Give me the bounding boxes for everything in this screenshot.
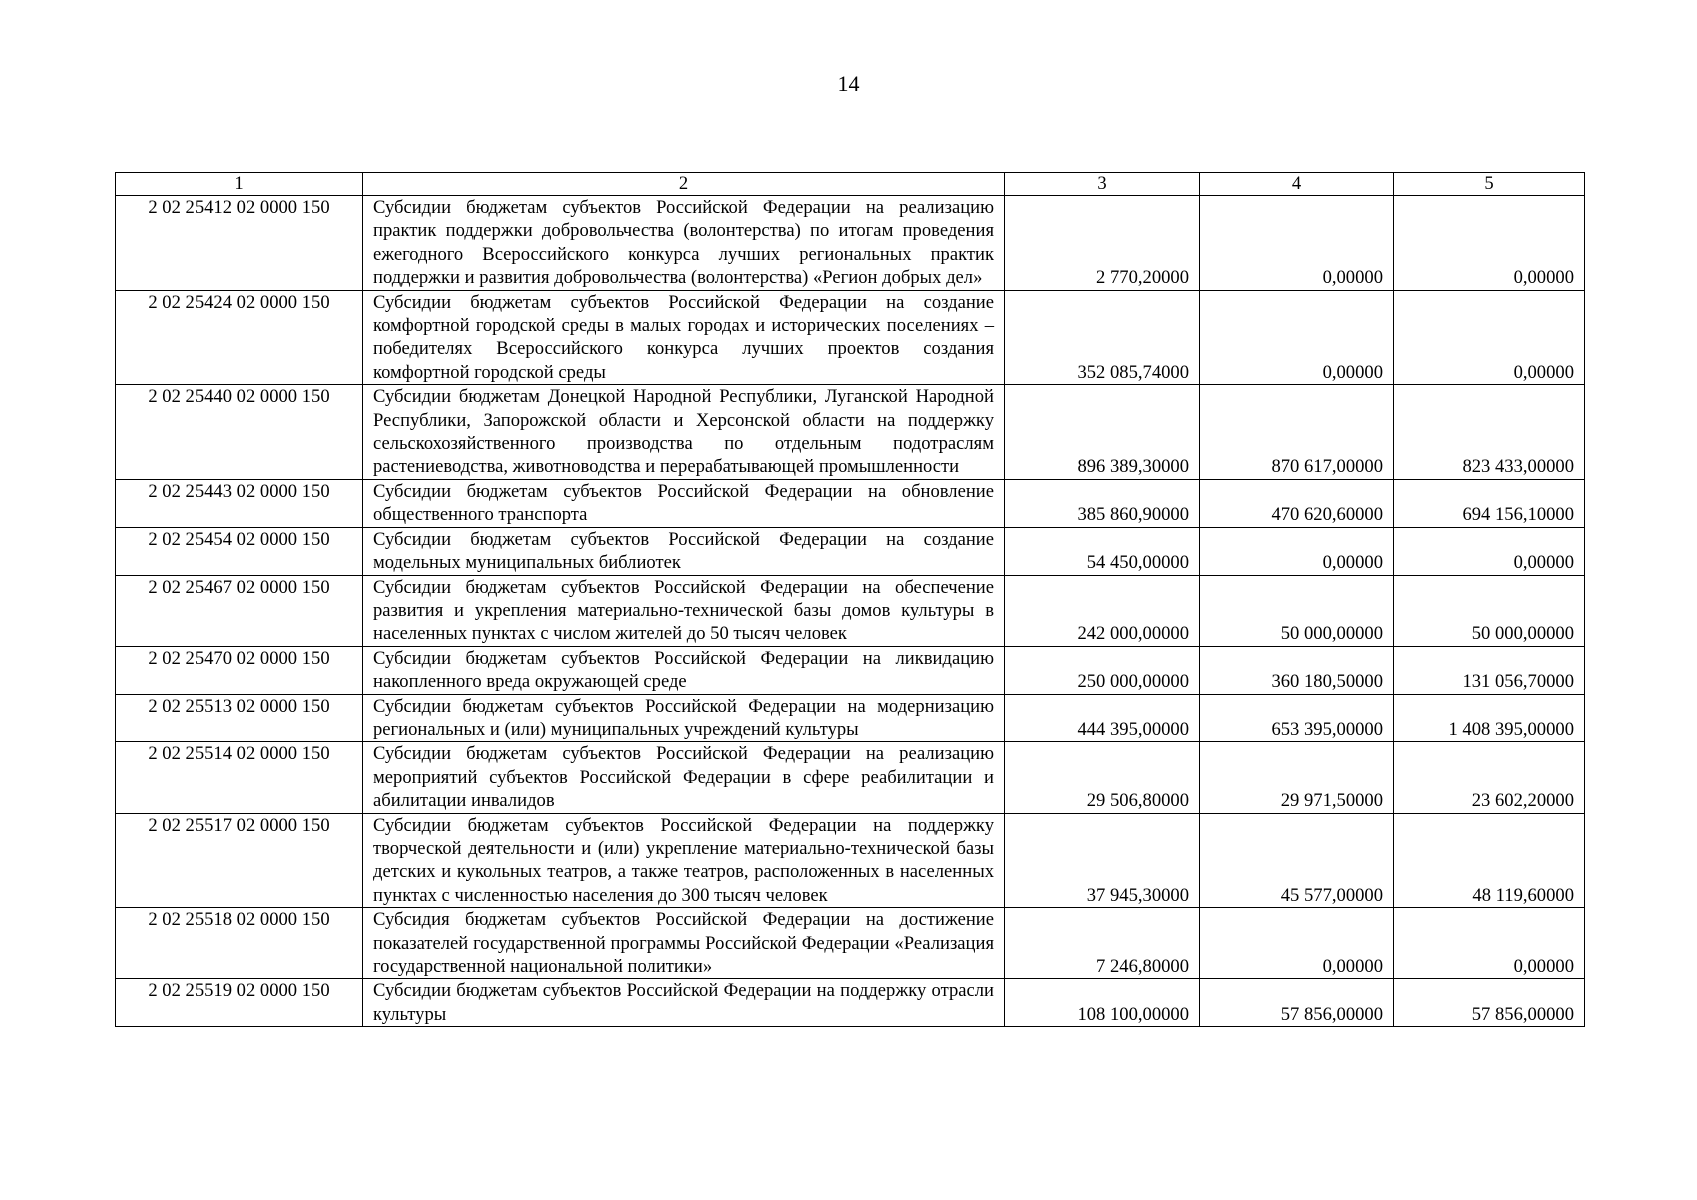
amount-col3: 108 100,00000: [1005, 979, 1200, 1027]
budget-code: 2 02 25513 02 0000 150: [116, 694, 363, 742]
amount-col5: 0,00000: [1394, 908, 1585, 979]
page-number: 14: [837, 71, 860, 96]
amount-col5: 0,00000: [1394, 290, 1585, 385]
table-row: [116, 813, 1585, 908]
budget-table: [115, 172, 1585, 1027]
amount-col4: 0,00000: [1200, 196, 1394, 291]
amount-col3: 444 395,00000: [1005, 694, 1200, 742]
amount-col4: 45 577,00000: [1200, 813, 1394, 908]
amount-col3: 896 389,30000: [1005, 385, 1200, 480]
column-header-1: 1: [116, 173, 363, 196]
table-row: [116, 575, 1585, 646]
table-row: [116, 479, 1585, 527]
amount-col4: 0,00000: [1200, 527, 1394, 575]
amount-col5: 131 056,70000: [1394, 646, 1585, 694]
row-description: Субсидии бюджетам субъектов Российской Федерации на поддержку отрасли культуры: [363, 979, 1005, 1027]
table-row: [116, 290, 1585, 385]
amount-col4: 470 620,60000: [1200, 479, 1394, 527]
amount-col3: 385 860,90000: [1005, 479, 1200, 527]
amount-col4: 0,00000: [1200, 908, 1394, 979]
amount-col4: 57 856,00000: [1200, 979, 1394, 1027]
table-row: [116, 694, 1585, 742]
amount-col5: 1 408 395,00000: [1394, 694, 1585, 742]
budget-code: 2 02 25424 02 0000 150: [116, 290, 363, 385]
amount-col5: 23 602,20000: [1394, 742, 1585, 813]
table-row: [116, 527, 1585, 575]
budget-table-body: [116, 173, 1585, 1027]
row-description: Субсидии бюджетам субъектов Российской Федерации на обеспечение развития и укрепления материально-технической базы домов культуры в населенных пунктах с числом жителей до 50 тысяч человек: [363, 575, 1005, 646]
amount-col4: 50 000,00000: [1200, 575, 1394, 646]
budget-code: 2 02 25514 02 0000 150: [116, 742, 363, 813]
budget-code: 2 02 25440 02 0000 150: [116, 385, 363, 480]
row-description: Субсидии бюджетам субъектов Российской Федерации на создание комфортной городской среды в малых городах и исторических поселениях – победителях Всероссийского конкурса лучших проектов создания комфортной городской среды: [363, 290, 1005, 385]
budget-code: 2 02 25454 02 0000 150: [116, 527, 363, 575]
column-header-3: 3: [1005, 173, 1200, 196]
budget-code: 2 02 25519 02 0000 150: [116, 979, 363, 1027]
table-header-row: [116, 173, 1585, 196]
column-header-4: 4: [1200, 173, 1394, 196]
amount-col3: 37 945,30000: [1005, 813, 1200, 908]
table-row: [116, 196, 1585, 291]
row-description: Субсидии бюджетам субъектов Российской Федерации на реализацию практик поддержки добровольчества (волонтерства) по итогам проведения ежегодного Всероссийского конкурса лучших региональных практик поддержки и развития добровольчества (волонтерства) «Регион добрых дел»: [363, 196, 1005, 291]
amount-col4: 29 971,50000: [1200, 742, 1394, 813]
table-row: [116, 908, 1585, 979]
amount-col3: 352 085,74000: [1005, 290, 1200, 385]
amount-col3: 242 000,00000: [1005, 575, 1200, 646]
amount-col5: 57 856,00000: [1394, 979, 1585, 1027]
table-row: [116, 385, 1585, 480]
budget-code: 2 02 25443 02 0000 150: [116, 479, 363, 527]
amount-col3: 2 770,20000: [1005, 196, 1200, 291]
amount-col5: 48 119,60000: [1394, 813, 1585, 908]
amount-col5: 694 156,10000: [1394, 479, 1585, 527]
budget-code: 2 02 25412 02 0000 150: [116, 196, 363, 291]
amount-col3: 7 246,80000: [1005, 908, 1200, 979]
amount-col4: 0,00000: [1200, 290, 1394, 385]
row-description: Субсидии бюджетам субъектов Российской Федерации на модернизацию региональных и (или) муниципальных учреждений культуры: [363, 694, 1005, 742]
amount-col4: 870 617,00000: [1200, 385, 1394, 480]
amount-col4: 360 180,50000: [1200, 646, 1394, 694]
amount-col5: 0,00000: [1394, 196, 1585, 291]
row-description: Субсидии бюджетам Донецкой Народной Республики, Луганской Народной Республики, Запорожской области и Херсонской области на поддержку сельскохозяйственного производства по отдельным подотраслям растениеводства, животноводства и перерабатывающей промышленности: [363, 385, 1005, 480]
amount-col3: 250 000,00000: [1005, 646, 1200, 694]
amount-col5: 823 433,00000: [1394, 385, 1585, 480]
amount-col4: 653 395,00000: [1200, 694, 1394, 742]
column-header-2: 2: [363, 173, 1005, 196]
amount-col3: 54 450,00000: [1005, 527, 1200, 575]
amount-col5: 50 000,00000: [1394, 575, 1585, 646]
row-description: Субсидии бюджетам субъектов Российской Федерации на поддержку творческой деятельности и (или) укрепление материально-технической базы детских и кукольных театров, а также театров, расположенных в населенных пунктах с численностью населения до 300 тысяч человек: [363, 813, 1005, 908]
table-row: [116, 742, 1585, 813]
row-description: Субсидии бюджетам субъектов Российской Федерации на обновление общественного транспорта: [363, 479, 1005, 527]
column-header-5: 5: [1394, 173, 1585, 196]
budget-code: 2 02 25517 02 0000 150: [116, 813, 363, 908]
table-row: [116, 979, 1585, 1027]
row-description: Субсидия бюджетам субъектов Российской Федерации на достижение показателей государственной программы Российской Федерации «Реализация государственной национальной политики»: [363, 908, 1005, 979]
row-description: Субсидии бюджетам субъектов Российской Федерации на реализацию мероприятий субъектов Российской Федерации в сфере реабилитации и абилитации инвалидов: [363, 742, 1005, 813]
row-description: Субсидии бюджетам субъектов Российской Федерации на ликвидацию накопленного вреда окружающей среде: [363, 646, 1005, 694]
amount-col3: 29 506,80000: [1005, 742, 1200, 813]
table-row: [116, 646, 1585, 694]
row-description: Субсидии бюджетам субъектов Российской Федерации на создание модельных муниципальных библиотек: [363, 527, 1005, 575]
budget-code: 2 02 25518 02 0000 150: [116, 908, 363, 979]
budget-code: 2 02 25470 02 0000 150: [116, 646, 363, 694]
amount-col5: 0,00000: [1394, 527, 1585, 575]
budget-code: 2 02 25467 02 0000 150: [116, 575, 363, 646]
